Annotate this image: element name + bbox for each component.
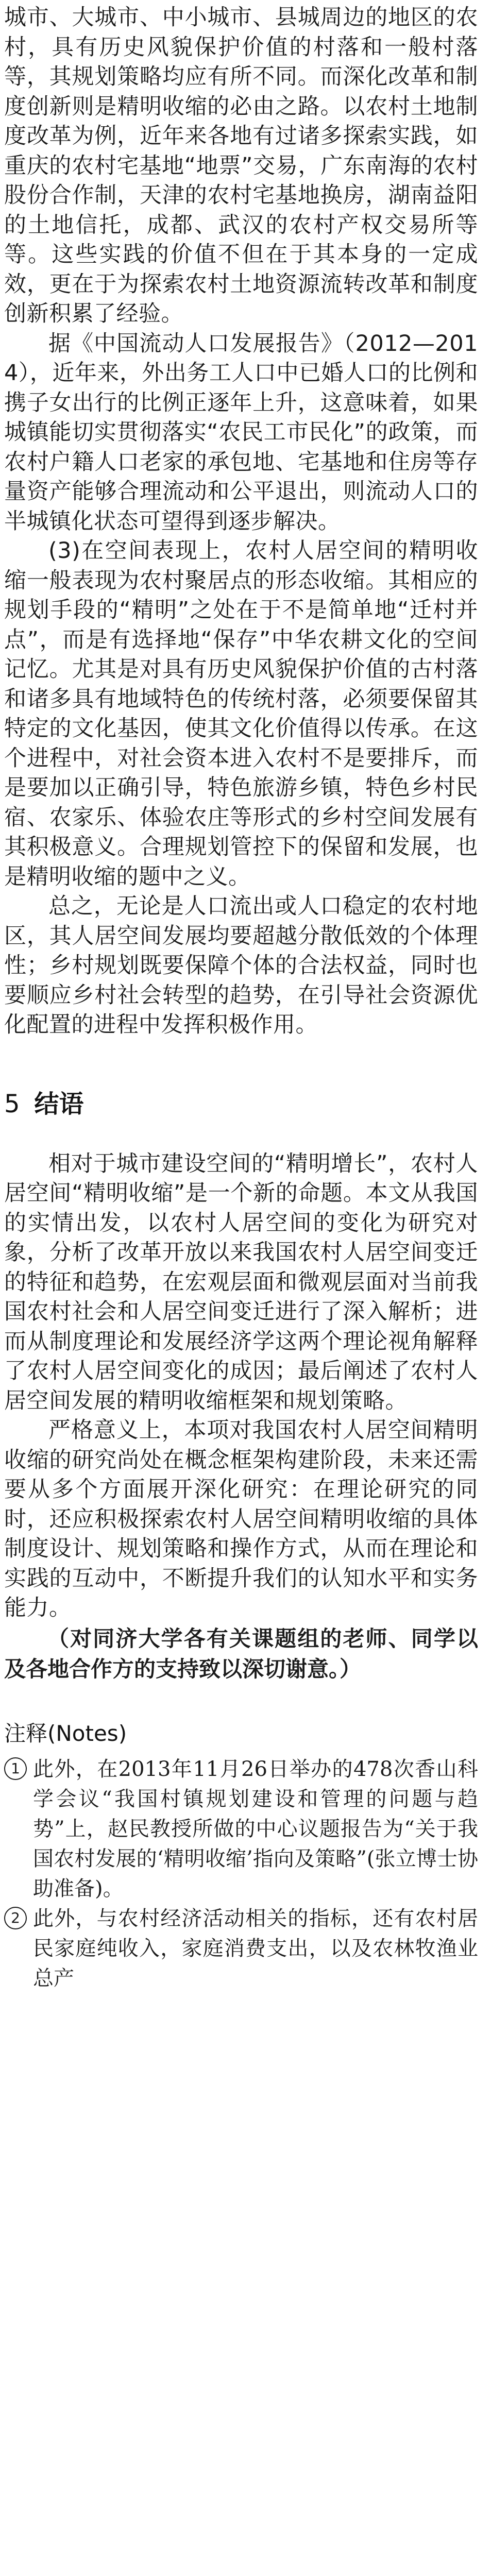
body-paragraph: 严格意义上，本项对我国农村人居空间精明收缩的研究尚处在概念框架构建阶段，未来还需要从多个方面展开深化研究：在理论研究的同时，还应积极探索农村人居空间精明收缩的具体制度设计、规划策略和操作方式，从而在理论和实践的互动中，不断提升我们的认知水平和实务能力。 (4, 1417, 478, 1621)
note-number-circle: 2 (4, 1907, 27, 1929)
body-paragraph: (3)在空间表现上，农村人居空间的精明收缩一般表现为农村聚居点的形态收缩。其相应的规划手段的“精明”之处在于不是简单地“迁村并点”，而是有选择地“保存”中华农耕文化的空间记忆。尤其是对具有历史风貌保护价值的古村落和诸多具有地域特色的传统村落，必须要保留其特定的文化基因，使其文化价值得以传承。在这个进程中，对社会资本进入农村不是要排斥，而是要加以正确引导，特色旅游乡镇，特色乡村民宿、农家乐、体验农庄等形式的乡村空间发展有其积极意义。合理规划管控下的保留和发展，也是精明收缩的题中之义。 (4, 538, 478, 890)
section-title: 结语 (34, 1089, 84, 1118)
note-number-circle: 1 (4, 1757, 27, 1780)
section-heading (4, 1089, 478, 1120)
body-paragraph: 总之，无论是人口流出或人口稳定的农村地区，其人居空间发展均要超越分散低效的个体理性；乡村规划既要保障个体的合法权益，同时也要顺应乡村社会转型的趋势，在引导社会资源优化配置的进程中发挥积极作用。 (4, 893, 478, 1038)
text-column (4, 3, 478, 1993)
note-item (4, 1904, 478, 1993)
note-text: 此外，与农村经济活动相关的指标，还有农村居民家庭纯收入，家庭消费支出，以及农林牧渔业总产 (33, 1906, 478, 1990)
body-paragraph: 相对于城市建设空间的“精明增长”，农村人居空间“精明收缩”是一个新的命题。本文从我国的实情出发，以农村人居空间的变化为研究对象，分析了改革开放以来我国农村人居空间变迁的特征和趋势，在宏观层面和微观层面对当前我国农村社会和人居空间变迁进行了深入解析；进而从制度理论和发展经济学这两个理论视角解释了农村人居空间变化的成因；最后阐述了农村人居空间发展的精明收缩框架和规划策略。 (4, 1150, 478, 1414)
note-item (4, 1754, 478, 1904)
notes-heading: 注释(Notes) (4, 1720, 127, 1746)
note-text: 此外，在2013年11月26日举办的478次香山科学会议“我国村镇规划建设和管理的问题与趋势”上，赵民教授所做的中心议题报告为“关于我国农村发展的‘精明收缩’指向及策略”(张立博士协助准备)。 (33, 1757, 478, 1901)
body-paragraph: 据《中国流动人口发展报告》（2012—2014），近年来，外出务工人口中已婚人口的比例和携子女出行的比例正逐年上升，这意味着，如果城镇能切实贯彻落实“农民工市民化”的政策，而农村户籍人口老家的承包地、宅基地和住房等存量资产能够合理流动和公平退出，则流动人口的半城镇化状态可望得到逐步解决。 (4, 330, 478, 534)
body-paragraph: 城市、大城市、中小城市、县城周边的地区的农村，具有历史风貌保护价值的村落和一般村落等，其规划策略均应有所不同。而深化改革和制度创新则是精明收缩的必由之路。以农村土地制度改革为例，近年来各地有过诸多探索实践，如重庆的农村宅基地“地票”交易，广东南海的农村股份合作制，天津的农村宅基地换房，湖南益阳的土地信托，成都、武汉的农村产权交易所等等。这些实践的价值不但在于其本身的一定成效，更在于为探索农村土地资源流转改革和制度创新积累了经验。 (4, 5, 478, 327)
section-number: 5 (4, 1089, 20, 1118)
acknowledgement: （对同济大学各有关课题组的老师、同学以及各地合作方的支持致以深切谢意。） (4, 1625, 478, 1682)
